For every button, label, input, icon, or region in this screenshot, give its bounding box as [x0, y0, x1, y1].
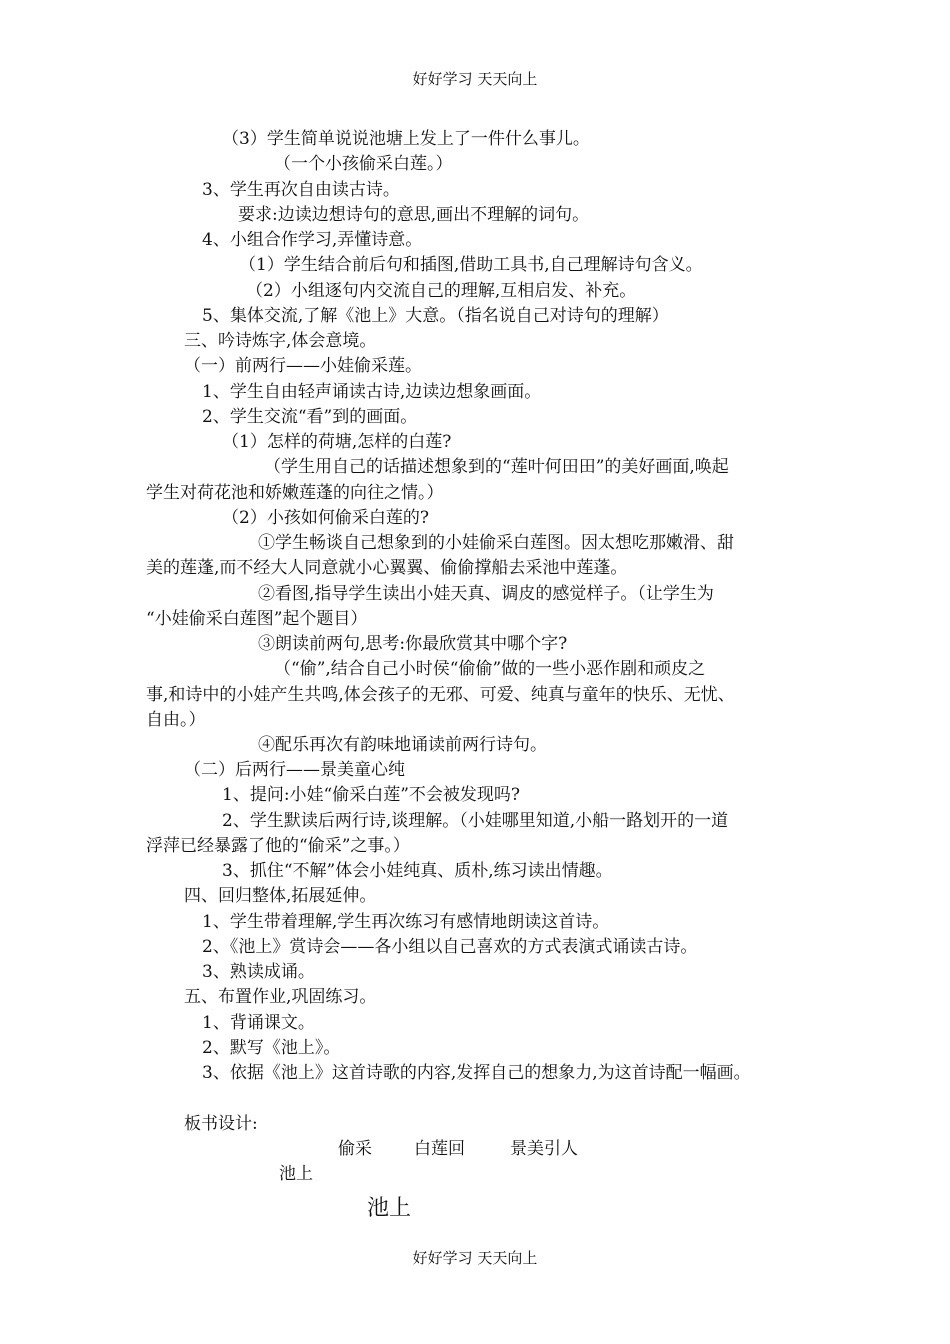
board-item-1: 偷采 [338, 1139, 372, 1159]
line-05: 4、小组合作学习,弄懂诗意。 [202, 230, 423, 250]
line-25: ④配乐再次有韵味地诵读前两行诗句。 [258, 735, 547, 755]
line-15: 学生对荷花池和娇嫩莲蓬的向往之情。） [146, 483, 444, 503]
line-36: 1、背诵课文。 [202, 1013, 315, 1033]
line-12: 2、学生交流“看”到的画面。 [202, 407, 418, 427]
line-03: 3、学生再次自由读古诗。 [202, 180, 400, 200]
line-13: （1）怎样的荷塘,怎样的白莲? [222, 432, 452, 452]
line-22: （“偷”,结合自己小时侯“偷偷”做的一些小恶作剧和顽皮之 [274, 659, 706, 679]
line-30: 3、抓住“不解”体会小娃纯真、质朴,练习读出情趣。 [222, 861, 613, 881]
line-14: （学生用自己的话描述想象到的“莲叶何田田”的美好画面,唤起 [264, 457, 729, 477]
line-37: 2、默写《池上》。 [202, 1038, 341, 1058]
line-33: 2、《池上》赏诗会——各小组以自己喜欢的方式表演式诵读古诗。 [202, 937, 698, 957]
board-item-2: 白莲回 [414, 1139, 465, 1159]
line-04: 要求:边读边想诗句的意思,画出不理解的词句。 [238, 205, 590, 225]
line-18: 美的莲蓬,而不经大人同意就小心翼翼、偷偷撑船去采池中莲蓬。 [146, 558, 628, 578]
page-header: 好好学习 天天向上 [412, 70, 538, 88]
line-31: 四、回归整体,拓展延伸。 [184, 886, 377, 906]
line-29: 浮萍已经暴露了他的“偷采”之事。） [146, 836, 410, 856]
line-10: （一）前两行——小娃偷采莲。 [184, 356, 422, 376]
line-09: 三、吟诗炼字,体会意境。 [184, 331, 377, 351]
line-01: （3）学生简单说说池塘上发上了一件什么事儿。 [222, 129, 590, 149]
line-02: （一个小孩偷采白莲。） [274, 154, 453, 174]
line-35: 五、布置作业,巩固练习。 [184, 987, 377, 1007]
page-footer: 好好学习 天天向上 [412, 1249, 538, 1267]
board-label: 板书设计: [184, 1114, 258, 1134]
line-38: 3、依据《池上》这首诗歌的内容,发挥自己的想象力,为这首诗配一幅画。 [202, 1063, 751, 1083]
line-26: （二）后两行——景美童心纯 [184, 760, 405, 780]
line-24: 自由。） [146, 710, 206, 730]
line-06: （1）学生结合前后句和插图,借助工具书,自己理解诗句含义。 [239, 255, 703, 275]
line-08: 5、集体交流,了解《池上》大意。（指名说自己对诗句的理解） [202, 306, 669, 326]
board-big-title: 池上 [367, 1196, 412, 1221]
line-11: 1、学生自由轻声诵读古诗,边读边想象画面。 [202, 382, 542, 402]
line-27: 1、提问:小娃“偷采白莲”不会被发现吗? [222, 785, 521, 805]
line-23: 事,和诗中的小娃产生共鸣,体会孩子的无邪、可爱、纯真与童年的快乐、无忧、 [146, 685, 735, 705]
line-16: （2）小孩如何偷采白莲的? [222, 508, 429, 528]
board-item-3: 景美引人 [510, 1139, 578, 1159]
line-20: “小娃偷采白莲图”起个题目） [146, 609, 368, 629]
line-34: 3、熟读成诵。 [202, 962, 315, 982]
line-28: 2、学生默读后两行诗,谈理解。（小娃哪里知道,小船一路划开的一道 [222, 811, 729, 831]
line-32: 1、学生带着理解,学生再次练习有感情地朗读这首诗。 [202, 912, 610, 932]
line-17: ①学生畅谈自己想象到的小娃偷采白莲图。因太想吃那嫩滑、甜 [258, 533, 734, 553]
line-21: ③朗读前两句,思考:你最欣赏其中哪个字? [258, 634, 568, 654]
line-19: ②看图,指导学生读出小娃天真、调皮的感觉样子。（让学生为 [258, 584, 714, 604]
line-07: （2）小组逐句内交流自己的理解,互相启发、补充。 [246, 281, 637, 301]
board-left-title: 池上 [279, 1164, 313, 1184]
